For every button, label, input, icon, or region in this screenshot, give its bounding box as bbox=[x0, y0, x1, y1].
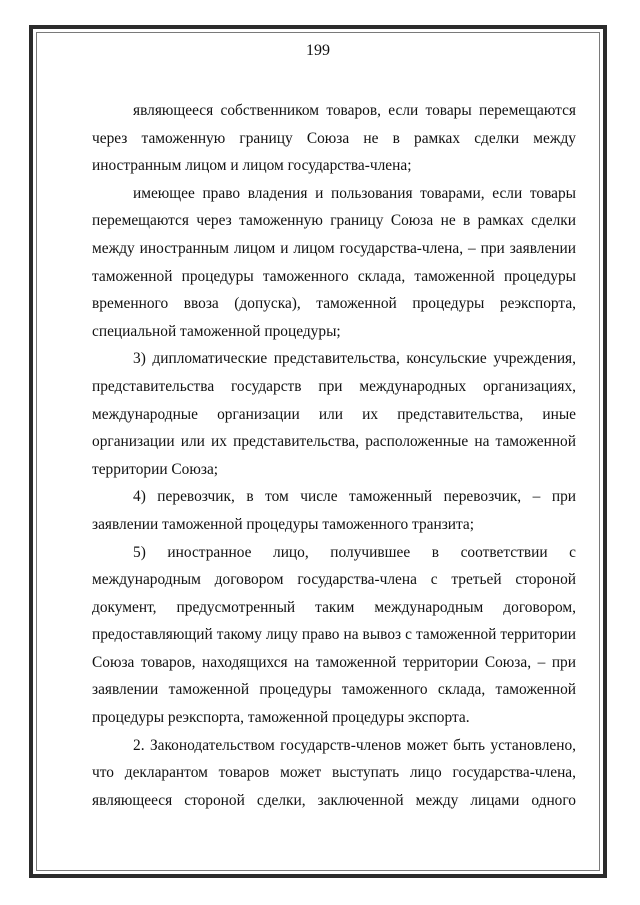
paragraph-possession: имеющее право владения и пользования товарами, если товары перемещаются через таможенную границу Союза не в рамках сделки между иностранным лицом и лицом государства-члена, – при заявлении таможенной процедуры таможенного склада, таможенной процедуры временного ввоза (допуска), таможенной процедуры реэкспорта, специальной таможенной процедуры; bbox=[92, 184, 576, 340]
page-number: 199 bbox=[306, 42, 330, 59]
page-frame bbox=[29, 25, 607, 878]
paragraph-owner: являющееся собственником товаров, если товары перемещаются через таможенную границу Союза не в рамках сделки между иностранным лицом и лицом государства-члена; bbox=[92, 102, 576, 175]
paragraph-legislation: 2. Законодательством государств-членов может быть установлено, что декларантом товаров может выступать лицо государства-члена, являющееся стороной сделки, заключенной между лицами одного bbox=[92, 736, 576, 809]
document-body bbox=[92, 97, 576, 814]
paragraph-carrier: 4) перевозчик, в том числе таможенный перевозчик, – при заявлении таможенной процедуры таможенного транзита; bbox=[92, 488, 576, 533]
paragraph-foreign-person: 5) иностранное лицо, получившее в соответствии с международным договором государства-члена с третьей стороной документ, предусмотренный таким международным договором, предоставляющий такому лицу право на вывоз с таможенной территории Союза товаров, находящихся на таможенной территории Союза, – при заявлении таможенной процедуры таможенного склада, таможенной процедуры реэкспорта, таможенной процедуры экспорта. bbox=[92, 543, 576, 727]
paragraph-diplomatic: 3) дипломатические представительства, консульские учреждения, представительства государств при международных организациях, международные организации или их представительства, иные организации или их представительства, расположенные на таможенной территории Союза; bbox=[92, 350, 576, 478]
